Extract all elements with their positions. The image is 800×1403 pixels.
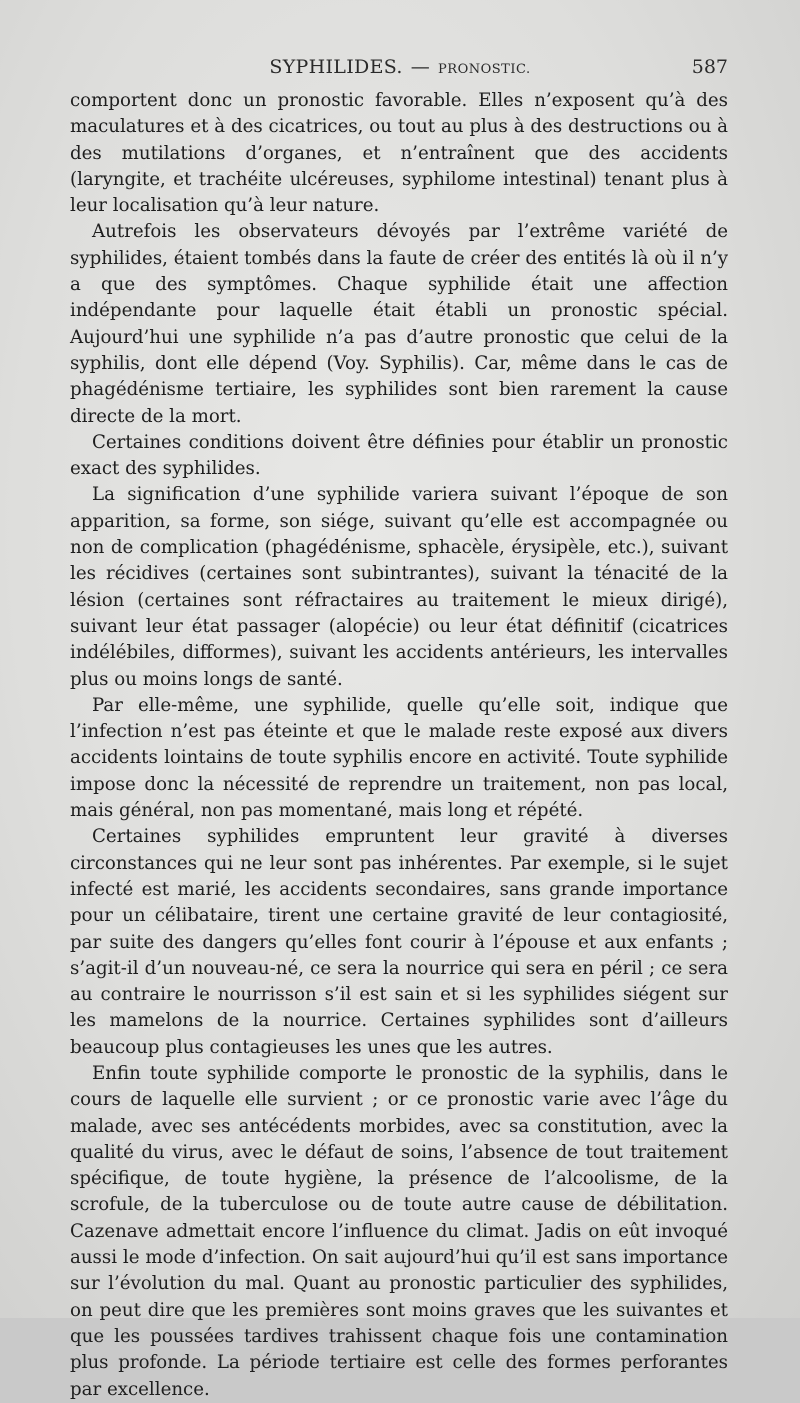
body-text: [70, 88, 728, 1403]
paragraph-2: Autrefois les observateurs dévoyés par l’extrême variété de syphilides, étaient tombés dans la faute de créer des entités là où il n’y a que des symptômes. Chaque syphilide était une affection indépendante pour laquelle était établi un pronostic spécial. Aujourd’hui une syphilide n’a pas d’autre pronostic que celui de la syphilis, dont elle dépend (Voy. Syphilis). Car, même dans le cas de phagédénisme tertiaire, les syphilides sont bien rarement la cause directe de la mort.: [70, 221, 728, 427]
running-title-separator: —: [410, 56, 431, 78]
page-header: [72, 56, 728, 84]
page-number: 587: [691, 56, 728, 78]
paragraph-4: La signification d’une syphilide variera suivant l’époque de son apparition, sa forme, son siége, suivant qu’elle est accompagnée ou non de complication (phagédénisme, sphacèle, érysipèle, etc.), suivant les récidives (certaines sont subintrantes), suivant la ténacité de la lésion (certaines sont réfractaires au traitement le mieux dirigé), suivant leur état passager (alopécie) ou leur état définitif (cicatrices indélébiles, difformes), suivant les accidents antérieurs, les intervalles plus ou moins longs de santé.: [70, 484, 728, 690]
paragraph-3: Certaines conditions doivent être définies pour établir un pronostic exact des syphilides.: [70, 431, 728, 480]
running-title: [72, 56, 728, 78]
paragraph-1: comportent donc un pronostic favorable. Elles n’exposent qu’à des maculatures et à des cicatrices, ou tout au plus à des destructions ou à des mutilations d’organes, et n’entraînent que des accidents (laryngite, et trachéite ulcéreuses, syphilome intestinal) tenant plus à leur localisation qu’à leur nature.: [70, 90, 728, 217]
running-title-main: SYPHILIDES.: [269, 56, 403, 78]
running-title-subtitle: PRONOSTIC.: [438, 62, 531, 77]
paragraph-5: Par elle-même, une syphilide, quelle qu’elle soit, indique que l’infection n’est pas éteinte et que le malade reste exposé aux divers accidents lointains de toute syphilis encore en activité. Toute syphilide impose donc la nécessité de reprendre un traitement, non pas local, mais général, non pas momentané, mais long et répété.: [70, 694, 728, 822]
paragraph-6: Certaines syphilides empruntent leur gravité à diverses circonstances qui ne leur sont pas inhérentes. Par exemple, si le sujet infecté est marié, les accidents secondaires, sans grande importance pour un célibataire, tirent une certaine gravité de leur contagiosité, par suite des dangers qu’elles font courir à l’épouse et aux enfants ; s’agit-il d’un nouveau-né, ce sera la nourrice qui sera en péril ; ce sera au contraire le nourrisson s’il est sain et si les syphilides siégent sur les mamelons de la nourrice. Certaines syphilides sont d’ailleurs beaucoup plus contagieuses les unes que les autres.: [70, 826, 728, 1058]
paragraph-7: Enfin toute syphilide comporte le pronostic de la syphilis, dans le cours de laquelle elle survient ; or ce pronostic varie avec l’âge du malade, avec ses antécédents morbides, avec sa constitution, avec la qualité du virus, avec le défaut de soins, l’absence de tout traitement spécifique, de toute hygiène, la présence de l’alcoolisme, de la scrofule, de la tuberculose ou de toute autre cause de débilitation. Cazenave admettait encore l’influence du climat. Jadis on eût invoqué aussi le mode d’infection. On sait aujourd’hui qu’il est sans importance sur l’évolution du mal. Quant au pronostic particulier des syphilides, on peut dire que les premières sont moins graves que les suivantes et que les poussées tardives trahissent chaque fois une contamination plus profonde. La période tertiaire est celle des formes perforantes par excellence.: [70, 1062, 728, 1400]
